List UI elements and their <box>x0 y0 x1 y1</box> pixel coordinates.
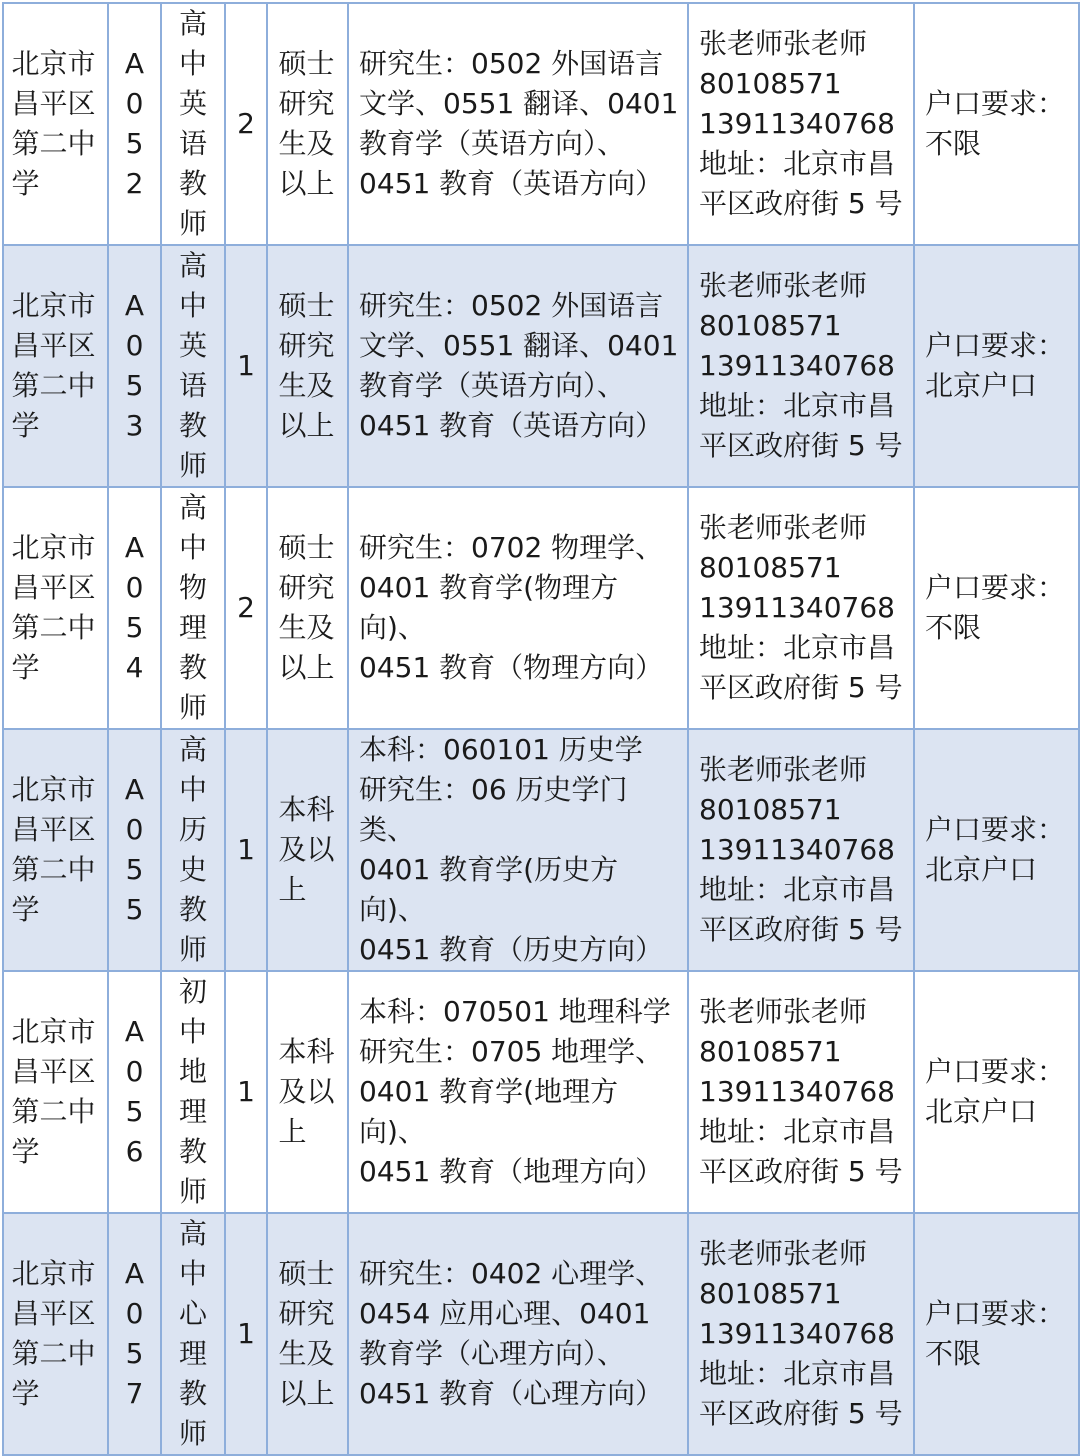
major-cell <box>348 1213 688 1455</box>
remark-cell <box>914 3 1079 245</box>
position-code: A053 <box>124 289 145 442</box>
remark: 户口要求： 不限 <box>925 87 1066 160</box>
school-cell <box>3 245 108 487</box>
major-cell <box>348 487 688 729</box>
school-cell <box>3 729 108 971</box>
remark: 户口要求： 不限 <box>925 1297 1066 1370</box>
position-name: 高中英语教师 <box>178 249 207 482</box>
code-cell <box>108 1213 161 1455</box>
major-cell <box>348 3 688 245</box>
major-cell <box>348 971 688 1213</box>
hire-count: 1 <box>237 1317 255 1350</box>
education-requirement: 本科及以上 <box>278 1035 335 1148</box>
position-cell <box>161 1213 225 1455</box>
major-requirement: 研究生：0402 心理学、0454 应用心理、0401 教育学（心理方向）、0451 教育（心理方向） <box>359 1257 664 1410</box>
school-cell <box>3 3 108 245</box>
major-requirement: 本科：060101 历史学 研究生：06 历史学门类、 0401 教育学(历史方向)、 0451 教育（历史方向） <box>359 733 664 966</box>
contact-info: 张老师张老师 80108571 13911340768 地址：北京市昌平区政府街 5 号 <box>699 753 903 946</box>
code-cell <box>108 245 161 487</box>
education-cell <box>267 245 348 487</box>
position-name: 高中心理教师 <box>178 1217 207 1450</box>
education-cell <box>267 1213 348 1455</box>
school-name: 北京市昌平区第二中学 <box>11 1257 96 1410</box>
school-name: 北京市昌平区第二中学 <box>11 47 96 200</box>
contact-cell <box>688 729 914 971</box>
position-code: A055 <box>124 773 145 926</box>
code-cell <box>108 3 161 245</box>
code-cell <box>108 487 161 729</box>
position-cell <box>161 729 225 971</box>
education-cell <box>267 3 348 245</box>
recruitment-table <box>2 2 1080 1456</box>
position-code: A057 <box>124 1257 145 1410</box>
education-requirement: 硕士研究生及以上 <box>278 289 335 442</box>
position-cell <box>161 245 225 487</box>
education-requirement: 本科及以上 <box>278 793 335 906</box>
remark-cell <box>914 1213 1079 1455</box>
school-cell <box>3 487 108 729</box>
hire-count: 1 <box>237 349 255 382</box>
contact-info: 张老师张老师 80108571 13911340768 地址：北京市昌平区政府街 5 号 <box>699 269 903 462</box>
count-cell <box>225 3 267 245</box>
remark: 户口要求： 北京户口 <box>925 1055 1066 1128</box>
education-cell <box>267 729 348 971</box>
position-name: 初中地理教师 <box>178 975 207 1208</box>
major-requirement: 研究生：0502 外国语言文学、0551 翻译、0401 教育学（英语方向）、0451 教育（英语方向） <box>359 47 679 200</box>
remark-cell <box>914 487 1079 729</box>
remark-cell <box>914 971 1079 1213</box>
contact-cell <box>688 971 914 1213</box>
table-row <box>3 3 1079 245</box>
code-cell <box>108 971 161 1213</box>
major-requirement: 研究生：0502 外国语言文学、0551 翻译、0401 教育学（英语方向）、0451 教育（英语方向） <box>359 289 679 442</box>
hire-count: 2 <box>237 107 255 140</box>
remark: 户口要求： 不限 <box>925 571 1066 644</box>
table-row <box>3 487 1079 729</box>
table-row <box>3 729 1079 971</box>
position-name: 高中历史教师 <box>178 733 207 966</box>
position-cell <box>161 487 225 729</box>
remark: 户口要求： 北京户口 <box>925 813 1066 886</box>
school-cell <box>3 971 108 1213</box>
contact-cell <box>688 1213 914 1455</box>
code-cell <box>108 729 161 971</box>
school-name: 北京市昌平区第二中学 <box>11 773 96 926</box>
hire-count: 1 <box>237 1075 255 1108</box>
position-name: 高中物理教师 <box>178 491 207 724</box>
education-cell <box>267 487 348 729</box>
position-name: 高中英语教师 <box>178 7 207 240</box>
count-cell <box>225 971 267 1213</box>
education-cell <box>267 971 348 1213</box>
major-cell <box>348 245 688 487</box>
position-code: A052 <box>124 47 145 200</box>
contact-cell <box>688 487 914 729</box>
position-code: A054 <box>124 531 145 684</box>
table-row <box>3 971 1079 1213</box>
major-requirement: 本科：070501 地理科学 研究生：0705 地理学、 0401 教育学(地理方向)、 0451 教育（地理方向） <box>359 995 671 1188</box>
contact-cell <box>688 245 914 487</box>
table-row <box>3 1213 1079 1455</box>
position-cell <box>161 971 225 1213</box>
position-cell <box>161 3 225 245</box>
school-cell <box>3 1213 108 1455</box>
school-name: 北京市昌平区第二中学 <box>11 289 96 442</box>
contact-info: 张老师张老师 80108571 13911340768 地址：北京市昌平区政府街 5 号 <box>699 995 903 1188</box>
count-cell <box>225 1213 267 1455</box>
position-code: A056 <box>124 1015 145 1168</box>
hire-count: 1 <box>237 833 255 866</box>
count-cell <box>225 729 267 971</box>
count-cell <box>225 487 267 729</box>
major-cell <box>348 729 688 971</box>
contact-info: 张老师张老师 80108571 13911340768 地址：北京市昌平区政府街 5 号 <box>699 1237 903 1430</box>
school-name: 北京市昌平区第二中学 <box>11 531 96 684</box>
education-requirement: 硕士研究生及以上 <box>278 531 335 684</box>
table-row <box>3 245 1079 487</box>
hire-count: 2 <box>237 591 255 624</box>
school-name: 北京市昌平区第二中学 <box>11 1015 96 1168</box>
education-requirement: 硕士研究生及以上 <box>278 1257 335 1410</box>
remark: 户口要求： 北京户口 <box>925 329 1066 402</box>
remark-cell <box>914 245 1079 487</box>
remark-cell <box>914 729 1079 971</box>
education-requirement: 硕士研究生及以上 <box>278 47 335 200</box>
contact-info: 张老师张老师 80108571 13911340768 地址：北京市昌平区政府街 5 号 <box>699 27 903 220</box>
contact-cell <box>688 3 914 245</box>
count-cell <box>225 245 267 487</box>
contact-info: 张老师张老师 80108571 13911340768 地址：北京市昌平区政府街 5 号 <box>699 511 903 704</box>
major-requirement: 研究生：0702 物理学、 0401 教育学(物理方向)、 0451 教育（物理方向） <box>359 531 664 684</box>
